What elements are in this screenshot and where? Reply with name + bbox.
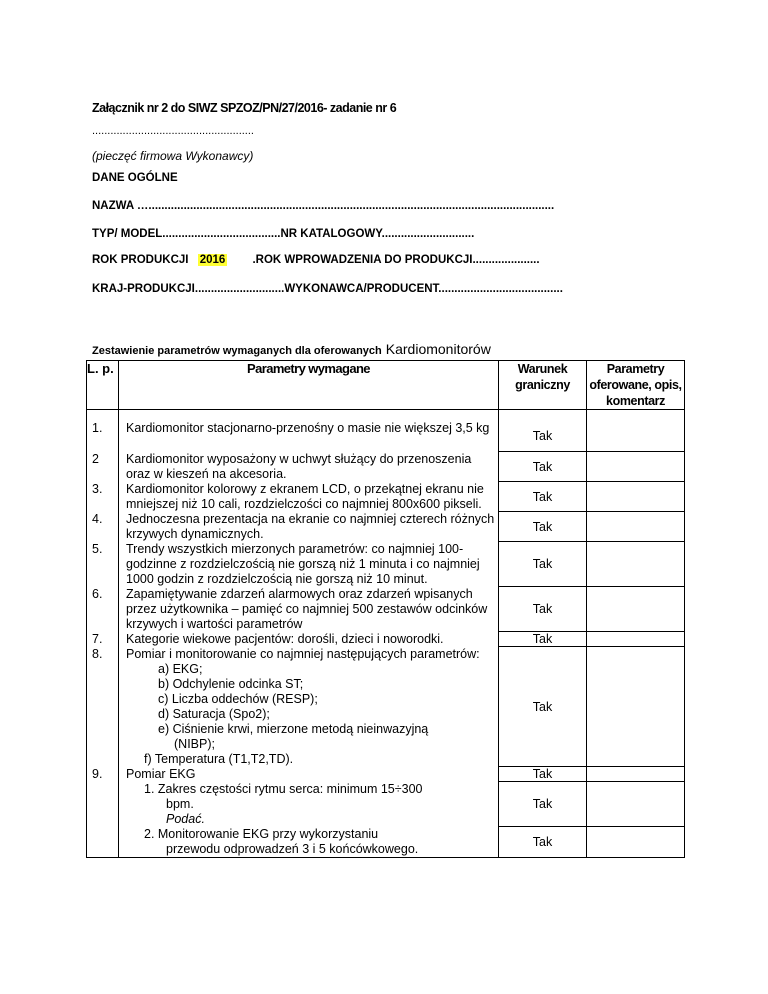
row-offered-cell[interactable]: [587, 782, 685, 827]
production-year-value: 2016: [199, 254, 226, 266]
name-field-line: NAZWA …...............................................................................................................................: [92, 200, 555, 212]
param-list-item: (NIBP);: [174, 736, 215, 751]
row-offered-cell[interactable]: [587, 647, 685, 767]
table-row: [87, 647, 685, 767]
table-row: [87, 782, 685, 827]
row-condition: Tak: [499, 632, 587, 647]
general-data-heading: DANE OGÓLNE: [92, 172, 178, 184]
row-number: 8.: [87, 647, 119, 767]
row-offered-cell[interactable]: [587, 587, 685, 632]
stamp-dots: .....................................................: [92, 125, 254, 137]
row-number: 1.: [87, 410, 119, 452]
parameters-table: [86, 360, 685, 858]
row-offered-cell[interactable]: [587, 410, 685, 452]
param-list-item: c) Liczba oddechów (RESP);: [158, 691, 318, 706]
ekg-sub-item-cont: przewodu odprowadzeń 3 i 5 końcówkowego.: [166, 841, 419, 856]
row-condition: Tak: [499, 827, 587, 858]
row-condition: Tak: [499, 587, 587, 632]
section-label: Zestawienie parametrów wymaganych dla oferowanych: [92, 345, 382, 357]
row-text: [119, 782, 499, 827]
table-row: [87, 452, 685, 482]
ekg-sub-item: 2. Monitorowanie EKG przy wykorzystaniu: [144, 826, 379, 841]
row-number: [87, 827, 119, 858]
row-text: [119, 827, 499, 858]
row-number: 2: [87, 452, 119, 482]
row-number: 6.: [87, 587, 119, 632]
row-offered-cell[interactable]: [587, 767, 685, 782]
param-list-item: b) Odchylenie odcinka ST;: [158, 676, 304, 691]
row-number: 9.: [87, 767, 119, 782]
row-number: [87, 782, 119, 827]
table-row: [87, 587, 685, 632]
production-year-line: [92, 254, 540, 266]
table-row: [87, 512, 685, 542]
table-header-row: [87, 361, 685, 410]
param-list-item: a) EKG;: [158, 661, 203, 676]
row-offered-cell[interactable]: [587, 482, 685, 512]
header-params: Parametry wymagane: [119, 361, 499, 410]
ekg-sub-item-note: Podać.: [166, 811, 205, 826]
table-row: [87, 632, 685, 647]
row-offered-cell[interactable]: [587, 512, 685, 542]
row-number: 3.: [87, 482, 119, 512]
company-stamp-label: (pieczęć firmowa Wykonawcy): [92, 149, 254, 163]
row-text: Trendy wszystkich mierzonych parametrów: co najmniej 100-godzinne z rozdzielczością nie gorszą niż 1 minuta i co najmniej 1000 godzin z rozdzielczością nie gorszą niż 10 minut.: [119, 542, 499, 587]
param-list-item: d) Saturacja (Spo2);: [158, 706, 270, 721]
param-list-item: e) Ciśnienie krwi, mierzone metodą nieinwazyjną: [158, 721, 429, 736]
row-offered-cell[interactable]: [587, 542, 685, 587]
row-offered-cell[interactable]: [587, 632, 685, 647]
row-text: Jednoczesna prezentacja na ekranie co najmniej czterech różnych krzywych dynamicznych.: [119, 512, 499, 542]
param-list-item: f) Temperatura (T1,T2,TD).: [144, 751, 294, 766]
table-row: [87, 542, 685, 587]
row-offered-cell[interactable]: [587, 827, 685, 858]
row-condition: Tak: [499, 482, 587, 512]
table-row: [87, 767, 685, 782]
row-text: [119, 647, 499, 767]
row-text: Kardiomonitor kolorowy z ekranem LCD, o przekątnej ekranu nie mniejszej niż 10 cali, rozdzielczości co najmniej 800x600 pikseli.: [119, 482, 499, 512]
ekg-sub-item-unit: bpm.: [166, 796, 194, 811]
country-producer-line: KRAJ-PRODUKCJI............................WYKONAWCA/PRODUCENT.......................................: [92, 283, 563, 295]
row-text: Kategorie wiekowe pacjentów: dorośli, dzieci i noworodki.: [119, 632, 499, 647]
row-condition: Tak: [499, 542, 587, 587]
production-year-label: ROK PRODUKCJI: [92, 254, 189, 266]
row-text: Zapamiętywanie zdarzeń alarmowych oraz zdarzeń wpisanych przez użytkownika – pamięć co najmniej 500 zestawów odcinków krzywych i wartości parametrów: [119, 587, 499, 632]
row-condition: Tak: [499, 767, 587, 782]
section-item: Kardiomonitorów: [385, 341, 491, 357]
row-condition: Tak: [499, 782, 587, 827]
row-offered-cell[interactable]: [587, 452, 685, 482]
header-offered: Parametry oferowane, opis, komentarz: [587, 361, 685, 410]
header-lp: L. p.: [87, 361, 119, 410]
row-condition: Tak: [499, 452, 587, 482]
table-row: [87, 410, 685, 452]
row-condition: Tak: [499, 512, 587, 542]
row-number: 4.: [87, 512, 119, 542]
row-condition: Tak: [499, 410, 587, 452]
row-number: 5.: [87, 542, 119, 587]
model-catalog-line: TYP/ MODEL.....................................NR KATALOGOWY.............................: [92, 228, 475, 240]
ekg-sub-item: 1. Zakres częstości rytmu serca: minimum 15÷300: [144, 781, 423, 796]
row-condition: Tak: [499, 647, 587, 767]
row-text: Kardiomonitor stacjonarno-przenośny o masie nie większej 3,5 kg: [119, 410, 499, 452]
section-heading: [92, 341, 491, 357]
table-row: [87, 827, 685, 858]
document-title: Załącznik nr 2 do SIWZ SPZOZ/PN/27/2016- zadanie nr 6: [92, 101, 397, 115]
table-row: [87, 482, 685, 512]
row-intro-text: Pomiar i monitorowanie co najmniej następujących parametrów:: [126, 646, 480, 661]
header-condition: Warunek graniczny: [499, 361, 587, 410]
introduction-year-label: .ROK WPROWADZENIA DO PRODUKCJI.....................: [252, 254, 540, 266]
row-number: 7.: [87, 632, 119, 647]
row-text: Pomiar EKG: [119, 767, 499, 782]
row-text: Kardiomonitor wyposażony w uchwyt służący do przenoszenia oraz w kieszeń na akcesoria.: [119, 452, 499, 482]
